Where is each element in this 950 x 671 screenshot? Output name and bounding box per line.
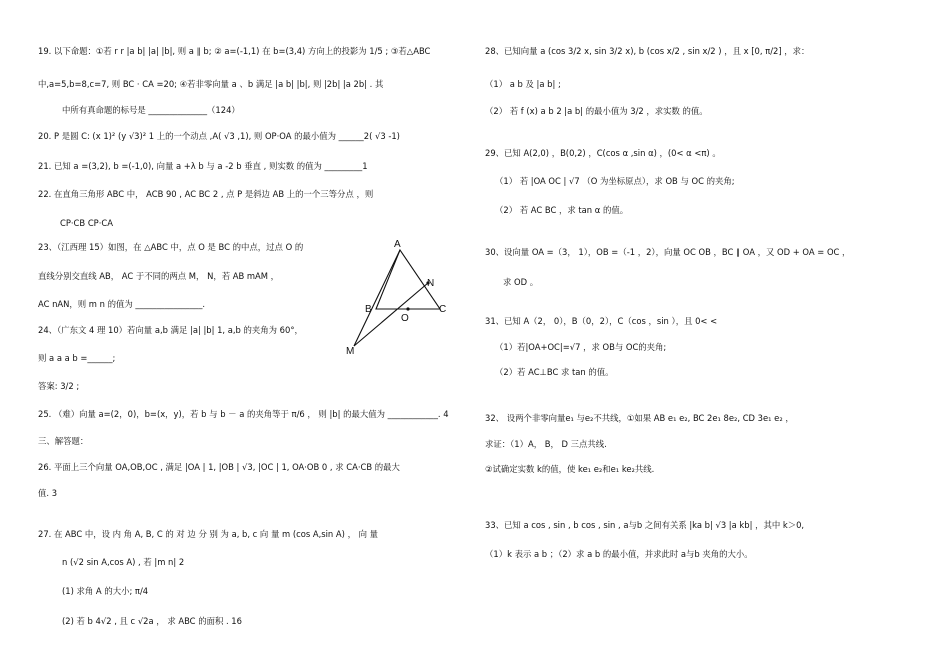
label-b: B: [365, 304, 372, 315]
q27-line1: 27. 在 ABC 中，设 内 角 A, B, C 的 对 边 分 别 为 a, b, c 向 量 m (cos A,sin A) ， 向 量: [38, 529, 379, 539]
q33-line1: 33、已知 a cos , sin , b cos , sin , a与b 之间有关系 |ka b| √3 |a kb| ，其中 k＞0,: [485, 520, 805, 530]
q26-line2: 值. 3: [38, 488, 58, 498]
q33-line2: （1）k 表示 a b ；（2）求 a b 的最小值，并求此时 a与b 夹角的大小。: [485, 549, 753, 559]
q19-line3: 中所有真命题的标号是 ______________（124）: [62, 105, 240, 115]
point-o: [406, 307, 409, 310]
q28-part1: （1） a b 及 |a b| ;: [485, 79, 561, 89]
q19-line2: 中,a=5,b=8,c=7, 则 BC · CA =20; ④若非零向量 a 、b 满足 |a b| |b|, 则 |2b| |a 2b| . 其: [38, 79, 384, 89]
q29-line1: 29、已知 A(2,0) ，B(0,2) ，C(cos α ,sin α) ，(0< α <π) 。: [485, 148, 721, 158]
q21: 21. 已知 a =(3,2), b =(-1,0), 向量 a +λ b 与 a -2 b 垂直 , 则实数 的值为 _________1: [38, 161, 368, 171]
q29-part2: （2） 若 AC BC ，求 tan α 的值。: [495, 205, 629, 215]
q28-part2: （2） 若 f (x) a b 2 |a b| 的最小值为 3/2 ，求实数 的值。: [485, 106, 708, 116]
q20: 20. P 是圆 C: (x 1)² (y √3)² 1 上的一个动点 ,A( √3 ,1), 则 OP·OA 的最小值为 ______2( √3 -1): [38, 131, 400, 141]
q29-part1: （1） 若 |OA OC | √7 （O 为坐标原点），求 OB 与 OC 的夹角;: [495, 176, 735, 186]
q31-line1: 31、已知 A（2， 0），B（0，2），C（cos ，sin ），且 0< <: [485, 316, 718, 326]
q23-line2: 直线分别交直线 AB， AC 于不同的两点 M， N，若 AB mAM ，: [38, 271, 280, 281]
line-ab-extended: [354, 250, 400, 346]
label-o: O: [401, 313, 409, 324]
label-n: N: [427, 278, 435, 289]
q19-line1: 19. 以下命题：①若 r r |a b| |a| |b|, 则 a ∥ b; ② a=(-1,1) 在 b=(3,4) 方向上的投影为 1/5 ; ③若△ABC: [38, 46, 431, 56]
q26-line1: 26. 平面上三个向量 OA,OB,OC , 满足 |OA | 1, |OB | √3, |OC | 1, OA·OB 0 , 求 CA·CB 的最大: [38, 462, 400, 472]
q23-line3: AC nAN，则 m n 的值为 ________________.: [38, 299, 206, 309]
q24-line1: 24、（广东文 4 理 10）若向量 a,b 满足 |a| |b| 1, a,b 的夹角为 60°，: [38, 325, 303, 335]
label-c: C: [439, 304, 447, 315]
q27-part2: (2) 若 b 4√2 , 且 c √2a ， 求 ABC 的面积 . 16: [62, 616, 242, 626]
q25: 25. （难）向量 a=(2，0)，b=(x，y)，若 b 与 b － a 的夹角等于 π/6 ， 则 |b| 的最大值为 ____________. 4: [38, 409, 449, 419]
q27-part1: (1) 求角 A 的大小; π/4: [62, 586, 149, 596]
q31-part2: （2）若 AC⊥BC 求 tan 的值。: [495, 367, 614, 377]
triangle-figure: [340, 238, 455, 358]
q31-part1: （1）若|OA+OC|=√7 ，求 OB与 OC的夹角;: [495, 342, 667, 352]
q22-line1: 22. 在直角三角形 ABC 中， ACB 90 , AC BC 2 , 点 P 是斜边 AB 上的一个三等分点 ，则: [38, 189, 374, 199]
q22-line2: CP·CB CP·CA: [60, 218, 113, 228]
q27-line2: n (√2 sin A,cos A) , 若 |m n| 2: [62, 557, 185, 567]
q30-line1: 30、设向量 OA =（3， 1），OB =（-1 ，2），向量 OC OB ，BC ∥ OA ，又 OD + OA = OC ，: [485, 247, 851, 257]
q32-part1: 求证：（1）A， B， D 三点共线.: [485, 439, 607, 449]
q24-line2: 则 a a a b =______;: [38, 353, 116, 363]
section-3-heading: 三、解答题：: [38, 436, 89, 446]
q24-answer: 答案: 3/2 ;: [38, 381, 80, 391]
q30-line2: 求 OD 。: [503, 277, 539, 287]
q23-line1: 23、（江西理 15）如图，在 △ABC 中，点 O 是 BC 的中点，过点 O 的: [38, 242, 304, 252]
label-a: A: [394, 239, 401, 250]
q32-line1: 32、 设两个非零向量e₁ 与e₂不共线，①如果 AB e₁ e₂, BC 2e₁ 8e₂, CD 3e₁ e₂ ，: [485, 413, 794, 423]
label-m: M: [346, 346, 355, 357]
q32-part2: ②试确定实数 k的值，使 ke₁ e₂和e₁ ke₂共线.: [485, 464, 655, 474]
q28-line1: 28、已知向量 a (cos 3/2 x, sin 3/2 x), b (cos x/2 , sin x/2 ) ，且 x [0, π/2] ，求：: [485, 46, 810, 56]
